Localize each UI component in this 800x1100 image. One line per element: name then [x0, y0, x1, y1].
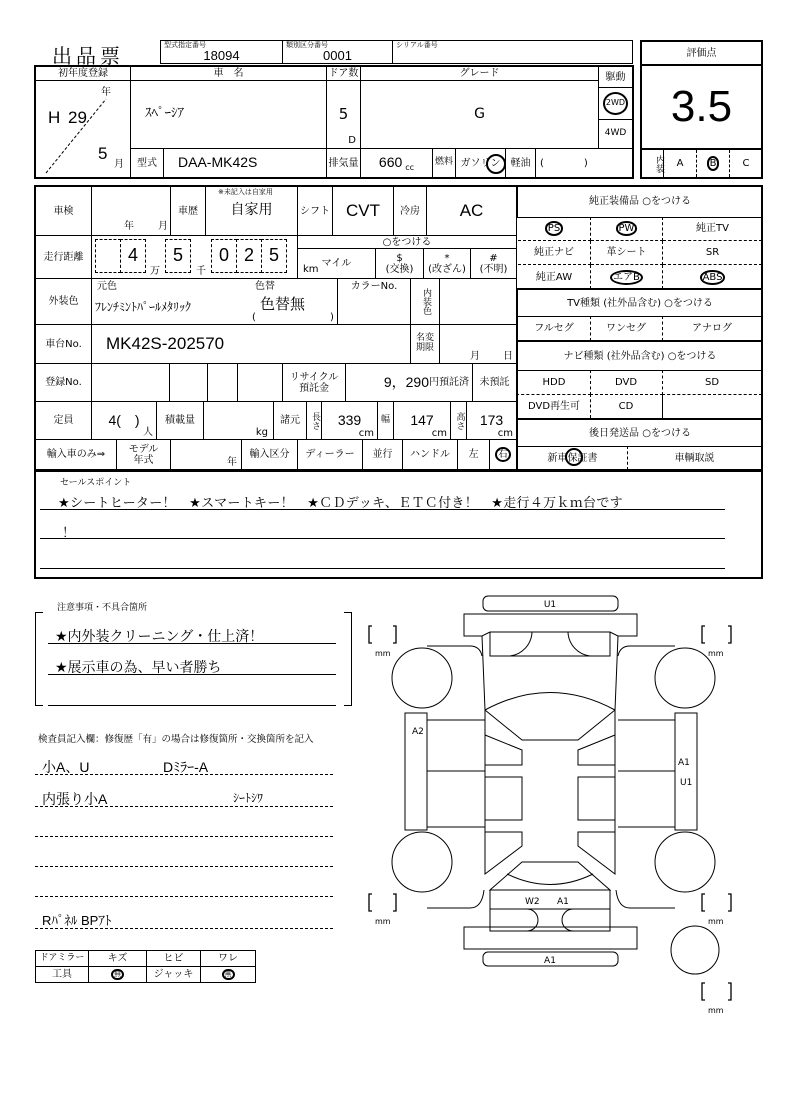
notes-label: 注意事項・不具合箇所: [57, 603, 148, 613]
rule: [40, 538, 725, 539]
interior-color-label: 内装色: [410, 278, 440, 325]
handle-right-cell: [489, 439, 517, 470]
car-name: ｽﾍﾟｰｼｱ: [130, 80, 327, 149]
month: 5: [98, 144, 108, 163]
history-cell: [205, 186, 298, 236]
rule: [35, 928, 333, 929]
recycle-cell: [345, 363, 473, 402]
tv-header: TV種類 (社外品含む) ○をつける: [516, 288, 762, 317]
load-cell: [203, 401, 274, 440]
equip-airbag: エアB: [610, 270, 643, 285]
rule: [48, 643, 336, 644]
sales-box: [34, 470, 763, 579]
first-reg-cell: [35, 80, 131, 178]
tv-analog: アナログ: [692, 323, 732, 334]
cm-unit: cm: [358, 428, 374, 439]
reg-no-cell: [169, 363, 208, 402]
category-value: 0001: [323, 47, 352, 63]
day-unit: 日: [503, 351, 513, 362]
jack-label: ジャッキ: [146, 966, 201, 983]
color-change: 色替無: [260, 295, 306, 313]
name-label: 車 名: [130, 66, 327, 81]
model: DAA-MK42S: [163, 148, 327, 178]
later-manual: 車輌取説: [674, 452, 715, 464]
equip-pw: PW: [616, 221, 638, 236]
length-label: 長さ: [306, 401, 322, 440]
model-year-cell: [170, 439, 242, 470]
width-label: 幅: [377, 401, 394, 440]
reg-no-cell: [237, 363, 283, 402]
doors-cell: [326, 80, 361, 149]
inspector-note: ｼｰﾄｼﾜ: [233, 791, 264, 805]
equip-sr: SR: [663, 241, 762, 265]
navi-sd: SD: [662, 370, 762, 395]
rear-section: [485, 832, 615, 890]
sales-line-1: ★シートヒーター！ ★スマートキー！ ★ＣＤデッキ、ＥＴＣ付き！ ★走行４万ｋｍ台です: [58, 496, 623, 511]
history-note: ※未記入は自家用: [218, 188, 273, 196]
selection-circle: [565, 448, 583, 466]
inspection-label: 車検: [35, 186, 92, 236]
history: 自家用: [230, 202, 273, 219]
color-no-label: カラーNo.: [337, 278, 411, 325]
shift: CVT: [332, 186, 394, 236]
interior-row: [641, 148, 762, 177]
right-sill: [675, 713, 697, 830]
tampered-option: * (改ざん): [423, 248, 471, 279]
rule: [40, 509, 725, 510]
recycle-unpaid: 未預託: [472, 363, 517, 402]
recycle-amount: 9，290: [383, 373, 429, 390]
chassis-number: MK42S-202570: [91, 324, 411, 364]
rule: [35, 896, 333, 897]
tv-oneseg: ワンセグ: [590, 316, 663, 341]
door-mirror-label: ドアミラー: [35, 950, 89, 967]
mileage-digit: 2: [236, 239, 262, 273]
navi-hdd: HDD: [516, 370, 591, 395]
fenders: [482, 636, 618, 710]
reg-no-cell: [91, 363, 170, 402]
displacement: 660: [378, 154, 403, 171]
rule: [35, 866, 333, 867]
fuel-label: 燃料: [432, 148, 456, 178]
type-designation-cell: [160, 40, 283, 64]
inspector-note: Rﾊﾟﾈﾙ BPｱﾄ: [42, 913, 112, 928]
bracket-right: [344, 612, 352, 706]
inspector-note: Dﾐﾗｰ-A: [163, 759, 209, 775]
length: 339: [337, 411, 362, 428]
windshield: [485, 693, 615, 711]
sales-line-2: ！: [62, 526, 76, 541]
paren: ): [330, 312, 334, 323]
model-label: 型式: [130, 148, 164, 178]
shift-label: シフト: [297, 186, 333, 236]
tools-value: 無: [111, 969, 124, 981]
body-sides: [485, 710, 615, 874]
type-designation-value: 18094: [203, 47, 240, 63]
handle-left: 左: [457, 439, 490, 470]
mm-label: mm: [708, 917, 724, 926]
era: H: [48, 108, 61, 127]
inspection-cell: [91, 186, 171, 236]
ac-label: 冷房: [393, 186, 427, 236]
equip-leather: 革シート: [591, 241, 663, 265]
import-type-label: 輸入区分: [241, 439, 298, 470]
handle-right: 右: [495, 447, 511, 462]
first-reg-label: 初年度登録: [35, 66, 131, 81]
doors-label: ドア数: [326, 66, 361, 81]
capacity-label: 定員: [35, 401, 92, 440]
later-header: 後日発送品 ○をつける: [516, 418, 762, 447]
orig-color: ﾌﾚﾝﾁﾐﾝﾄﾊﾟｰﾙﾒﾀﾘｯｸ: [95, 300, 192, 314]
interior-b: B: [707, 156, 720, 171]
orig-color-label: 元色: [97, 281, 117, 292]
interior-color-value: [439, 278, 517, 325]
grade: G: [360, 80, 599, 149]
month-unit: 月: [470, 351, 480, 362]
mirror-crack: ヒビ: [146, 950, 201, 967]
drive-label: 駆動: [598, 66, 633, 88]
mm-label: mm: [375, 649, 391, 658]
mileage-digit: [95, 239, 121, 273]
mileage-digit: 5: [165, 239, 191, 273]
trunk-mark: A1: [557, 897, 569, 907]
equip-ps: PS: [545, 221, 563, 236]
spare-tire: [671, 926, 719, 974]
drive-4wd: 4WD: [598, 119, 633, 149]
later-warranty: [516, 446, 628, 470]
capacity: 4( ): [108, 411, 140, 428]
label: 型式指定番号: [164, 41, 206, 49]
right-panel: [578, 777, 615, 820]
spec-label: 諸元: [273, 401, 307, 440]
navi-header: ナビ種類 (社外品含む) ○をつける: [516, 340, 762, 371]
tv-fullseg: フルセグ: [516, 316, 591, 341]
history-label: 車歴: [170, 186, 206, 236]
fuel-other: ( ): [535, 148, 633, 178]
navi-dvd: DVD: [590, 370, 663, 395]
cm-unit: cm: [497, 428, 513, 439]
mile-option: マイル: [297, 248, 376, 279]
category-cell: [282, 40, 393, 64]
trunk-mark: W2: [525, 897, 540, 907]
mm-label: mm: [708, 649, 724, 658]
load-label: 積載量: [156, 401, 204, 440]
width: 147: [410, 411, 434, 428]
gasoline-label: ガソリン: [460, 157, 501, 169]
sheet-title: 出品票: [52, 44, 124, 68]
wheel-arches: [427, 646, 675, 908]
wheel-front-right: [655, 648, 715, 708]
ac: AC: [426, 186, 517, 236]
rule: [40, 568, 725, 569]
front-seats: [485, 710, 615, 765]
recycle-label: リサイクル預託金: [282, 363, 346, 402]
car-damage-diagram: [360, 590, 760, 1020]
capacity-unit: 人: [143, 427, 153, 438]
notes-line-1: ★内外装クリーニング・仕上済！: [55, 629, 264, 645]
equip-abs: ABS: [700, 270, 726, 285]
mirror-scratch: キズ: [88, 950, 147, 967]
width-cell: [393, 401, 451, 440]
paren: (: [252, 312, 256, 323]
notes-line-2: ★展示車の為、早い者勝ち: [55, 660, 222, 676]
hood: [490, 632, 610, 656]
sen-unit: 千: [196, 266, 206, 277]
doors: 5: [338, 105, 349, 124]
km-unit: km: [303, 264, 319, 275]
color-label: 外装色: [35, 278, 92, 325]
mileage-digit: 0: [211, 239, 237, 273]
recycle-paid: 円預託済: [429, 377, 469, 388]
label: シリアル番号: [396, 41, 438, 49]
man-unit: 万: [150, 266, 160, 277]
wheel-rear-left: [392, 832, 452, 892]
interior-c: C: [729, 150, 762, 177]
dealer-option: ディーラー: [297, 439, 363, 470]
kg-unit: kg: [255, 427, 268, 438]
equip-aw: 純正AW: [518, 265, 591, 289]
mm-label: mm: [708, 1006, 724, 1015]
height-cell: [466, 401, 517, 440]
chassis-label: 車台No.: [35, 324, 92, 364]
interior-label: 内装: [654, 154, 664, 173]
name-change-cell: [439, 324, 517, 364]
rule: [48, 674, 336, 675]
year-unit: 年: [101, 87, 111, 98]
month-unit: 月: [158, 221, 168, 232]
inspector-note: 内張り小A: [42, 791, 108, 807]
parallel-option: 並行: [362, 439, 403, 470]
length-cell: [321, 401, 378, 440]
drive-2wd-label: 2WD: [603, 92, 628, 115]
inspector-label: 検査員記入欄：修復歴「有」の場合は修復箇所・交換箇所を記入: [38, 734, 314, 745]
right-side-mark: A1: [678, 758, 690, 768]
reg-no-label: 登録No.: [35, 363, 92, 402]
mileage-digit: 5: [261, 239, 287, 273]
reg-no-cell: [207, 363, 238, 402]
year-unit: 年: [124, 221, 134, 232]
inspector-note: 小A、U: [42, 759, 90, 775]
right-side-mark: U1: [680, 778, 693, 788]
height-label: 高さ: [450, 401, 467, 440]
mileage-label: 走行距離: [35, 235, 92, 279]
selection-circle: [486, 154, 506, 174]
year: 29: [68, 108, 87, 127]
capacity-cell: [91, 401, 157, 440]
wheel-front-left: [392, 648, 452, 708]
warranty-label: 新車保証書: [547, 452, 598, 464]
unknown-option: # (不明): [470, 248, 517, 279]
interior-a: A: [663, 150, 696, 177]
score-value: 3.5: [670, 81, 733, 131]
grade-label: グレード: [360, 66, 599, 81]
tools-label: 工具: [35, 966, 89, 983]
month-unit: 月: [114, 159, 124, 170]
doors: [427, 720, 675, 827]
mark-label: ○をつける: [297, 235, 517, 249]
color-cell: [91, 278, 338, 325]
displacement-cell: [360, 148, 433, 178]
equipment-grid: [518, 217, 762, 289]
exchanged-option: $ (交換): [375, 248, 424, 279]
sales-label: セールスポイント: [60, 478, 132, 488]
displacement-label: 排気量: [326, 148, 361, 178]
score-label: 評価点: [641, 42, 762, 66]
height: 173: [479, 411, 504, 428]
fuel-gasoline: [455, 148, 506, 178]
bracket-left: [35, 612, 43, 706]
front-bumper-mark: U1: [543, 600, 557, 610]
equip-tv: 純正TV: [663, 217, 762, 241]
rear-bumper-mark: A1: [544, 956, 556, 966]
fuel-diesel: 軽油: [505, 148, 536, 178]
jack-value: 無: [222, 969, 235, 981]
mm-label: mm: [375, 917, 391, 926]
model-year-label: モデル年式: [116, 439, 171, 470]
color-change-label: 色替: [255, 281, 275, 292]
cm-unit: cm: [431, 428, 447, 439]
tread-brackets: [369, 626, 731, 1000]
drive-2wd: [598, 87, 633, 120]
mirror-break: ワレ: [200, 950, 256, 967]
cc-unit: cc: [405, 162, 415, 172]
handle-label: ハンドル: [402, 439, 458, 470]
doors-unit: D: [348, 135, 356, 146]
year-unit: 年: [227, 457, 237, 468]
rule: [35, 836, 333, 837]
left-side-mark: A2: [412, 727, 424, 737]
rule: [35, 774, 333, 775]
left-panel: [485, 777, 522, 820]
name-change-label: 名変期限: [410, 324, 440, 364]
mileage-digit: 4: [120, 239, 146, 273]
navi-cd: CD: [590, 394, 663, 418]
navi-dvd-playback: DVD再生可: [516, 394, 591, 418]
equipment-header: 純正装備品 ○をつける: [516, 186, 762, 218]
import-label: 輸入車のみ⇒: [35, 439, 117, 470]
serial-cell: [392, 40, 633, 64]
wheel-rear-right: [655, 832, 715, 892]
trunk: [490, 890, 610, 931]
label: 類別区分番号: [286, 41, 328, 49]
equip-navi: 純正ナビ: [518, 241, 591, 265]
rule: [48, 705, 336, 706]
rule: [35, 806, 333, 807]
